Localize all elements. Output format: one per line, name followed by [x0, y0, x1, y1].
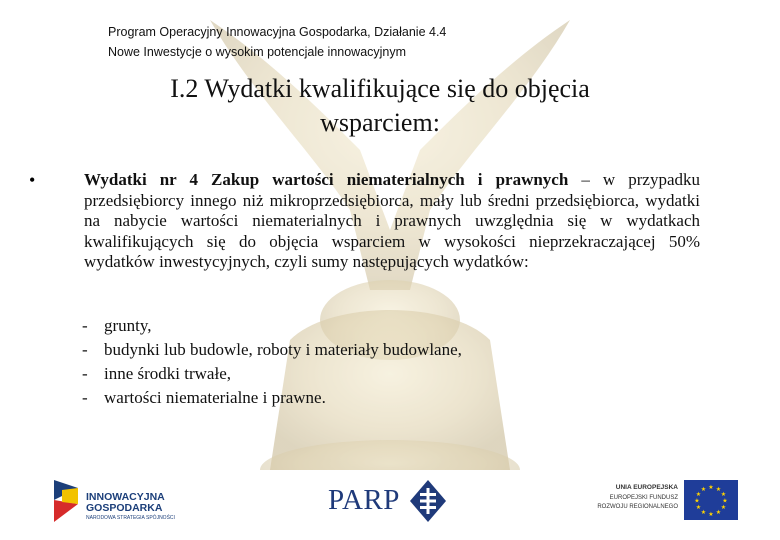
svg-text:★: ★: [715, 486, 722, 493]
parp-wordmark: PARP: [328, 484, 400, 516]
parp-logo: [328, 478, 448, 524]
parp-diamond-icon: [408, 478, 448, 524]
list-item: [82, 314, 462, 338]
list-item: [82, 338, 462, 362]
program-header: [108, 22, 446, 62]
list-dash: -: [82, 340, 88, 359]
ig-line-1: INNOWACYJNA: [86, 491, 165, 503]
list-dash: -: [82, 316, 88, 335]
list-item-text: grunty,: [104, 316, 152, 335]
ig-line-2: GOSPODARKA: [86, 502, 163, 514]
ig-line-3: NARODOWA STRATEGIA SPÓJNOŚCI: [86, 515, 175, 521]
expense-list: [82, 314, 462, 410]
svg-text:★: ★: [695, 504, 702, 511]
eu-logo: [588, 480, 740, 522]
eu-flag-icon: [684, 480, 738, 520]
bullet-paragraph: [84, 170, 700, 273]
svg-text:★: ★: [694, 497, 700, 505]
list-dash: -: [82, 364, 88, 383]
svg-text:★: ★: [708, 511, 714, 518]
bullet-heading: Wydatki nr 4 Zakup wartości niematerialnych i prawnych: [84, 170, 569, 189]
slide-title: [120, 72, 640, 140]
svg-text:★: ★: [708, 484, 714, 491]
list-item-text: inne środki trwałe,: [104, 364, 231, 383]
program-header-line-2: Nowe Inwestycje o wysokim potencjale innowacyjnym: [108, 45, 407, 59]
bullet-body: – w przypadku przedsiębiorcy innego niż mikroprzedsiębiorca, mały lub średni przedsiębiorca, wydatki na nabycie wartości niematerialnych i prawnych uwzględnia się w wydatkach kwalifikujących się do objęcia wsparciem w wysokości nieprzekraczającej 50% wydatków inwestycyjnych, czyli sumy następujących wydatków:: [84, 170, 701, 271]
bullet-point: •: [29, 170, 36, 190]
list-item-text: budynki lub budowle, roboty i materiały budowlane,: [104, 340, 462, 359]
list-dash: -: [82, 388, 88, 407]
svg-text:★: ★: [700, 509, 707, 516]
innowacyjna-gospodarka-logo: [52, 478, 192, 526]
slide-title-line-1: I.2 Wydatki kwalifikujące się do objęcia: [170, 74, 590, 103]
list-item-text: wartości niematerialne i prawne.: [104, 388, 326, 407]
svg-text:★: ★: [720, 491, 727, 498]
svg-text:★: ★: [695, 491, 702, 498]
program-header-line-1: Program Operacyjny Innowacyjna Gospodarka, Działanie 4.4: [108, 25, 447, 39]
list-item: [82, 386, 462, 410]
slide-title-line-2: wsparciem:: [320, 108, 440, 137]
ig-emblem-icon: [52, 478, 80, 524]
svg-text:★: ★: [720, 504, 727, 511]
svg-text:★: ★: [722, 497, 728, 505]
svg-text:★: ★: [700, 486, 707, 493]
eu-line-1: UNIA EUROPEJSKA: [615, 484, 678, 491]
svg-text:★: ★: [715, 509, 722, 516]
list-item: [82, 362, 462, 386]
eu-line-3: ROZWOJU REGIONALNEGO: [597, 504, 678, 510]
eu-line-2: EUROPEJSKI FUNDUSZ: [609, 495, 678, 501]
